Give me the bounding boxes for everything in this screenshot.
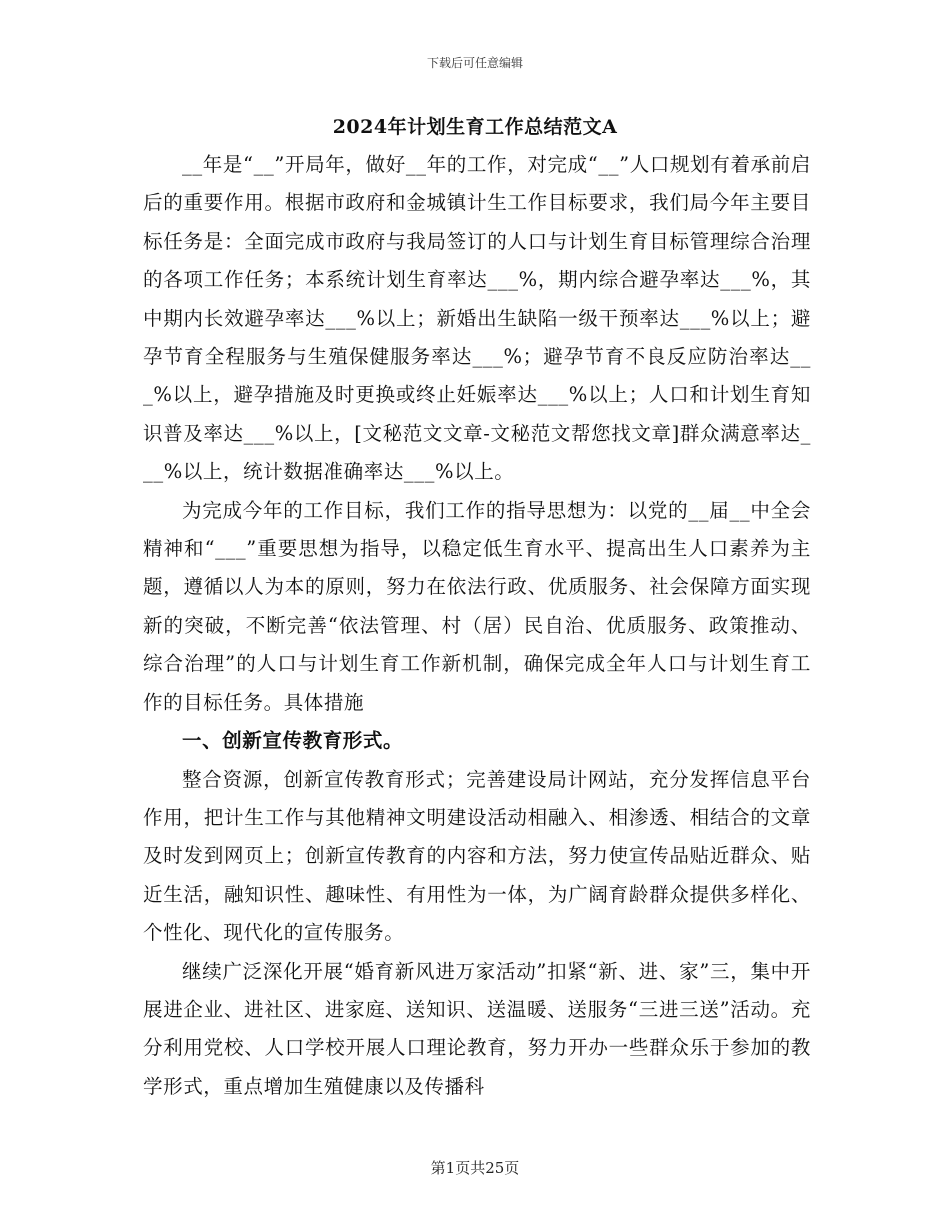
paragraph-targets: __年是“__”开局年，做好__年的工作，对完成“__”人口规划有着承前启后的重要作用。根据市政府和金城镇计生工作目标要求，我们局今年主要目标任务是：全面完成市政府与我局签订的人口与计划生育目标管理综合治理的各项工作任务；本系统计划生育率达___%，期内综合避孕率达___%，其中期内长效避孕率达___%以上；新婚出生缺陷一级干预率达___%以上；避孕节育全程服务与生殖保健服务率达___%；避孕节育不良反应防治率达___%以上，避孕措施及时更换或终止妊娠率达___%以上；人口和计划生育知识普及率达___%以上，[文秘范文文章-文秘范文帮您找文章]群众满意率达___%以上，统计数据准确率达___%以上。 bbox=[143, 153, 811, 484]
document-title: 2024年计划生育工作总结范文A bbox=[332, 116, 618, 138]
section-heading: 一、创新宣传教育形式。 bbox=[182, 729, 404, 753]
paragraph-campaign: 继续广泛深化开展“婚育新风进万家活动”扣紧“新、进、家”三，集中开展进企业、进社区、进家庭、送知识、送温暖、送服务“三进三送”活动。充分利用党校、人口学校开展人口理论教育，努力开办一些群众乐于参加的教学形式，重点增加生殖健康以及传播科 bbox=[143, 959, 811, 1098]
paragraph-guiding-thought: 为完成今年的工作目标，我们工作的指导思想为：以党的__届__中全会精神和“___”重要思想为指导，以稳定低生育水平、提高出生人口素养为主题，遵循以人为本的原则，努力在依法行政、优质服务、社会保障方面实现新的突破，不断完善“依法管理、村（居）民自治、优质服务、政策推动、综合治理”的人口与计划生育工作新机制，确保完成全年人口与计划生育工作的目标任务。具体措施 bbox=[143, 498, 811, 714]
document-body bbox=[143, 146, 811, 1106]
page-footer: 第1页共25页 bbox=[430, 1159, 520, 1177]
header-note: 下载后可任意编辑 bbox=[426, 56, 523, 70]
paragraph-integrate-resources: 整合资源，创新宣传教育形式；完善建设局计网站，充分发挥信息平台作用，把计生工作与其他精神文明建设活动相融入、相渗透、相结合的文章及时发到网页上；创新宣传教育的内容和方法，努力使宣传品贴近群众、贴近生活，融知识性、趣味性、有用性为一体，为广阔育龄群众提供多样化、个性化、现代化的宣传服务。 bbox=[143, 767, 811, 945]
